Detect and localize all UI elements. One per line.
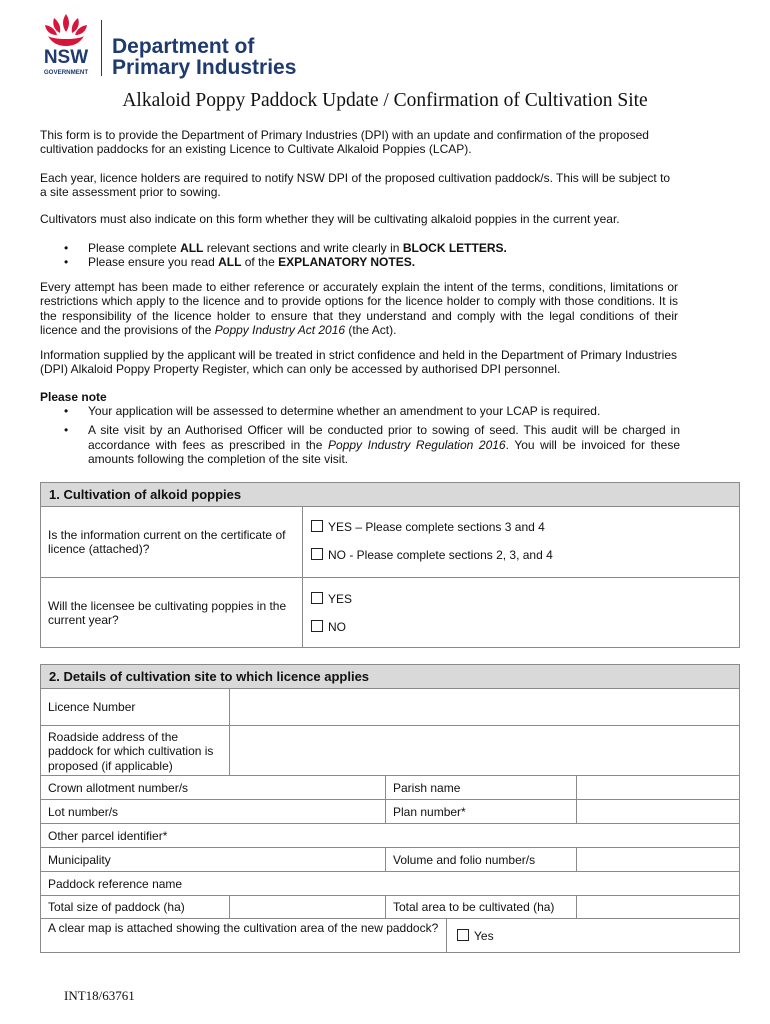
list-item: • Please complete ALL relevant sections and write clearly in BLOCK LETTERS. [64,241,507,255]
roadside-address-label: Roadside address of the paddock for which cultivation is proposed (if applicable) [48,730,214,773]
cultivating-no-checkbox[interactable] [311,620,323,632]
department-name-line2: Primary Industries [112,56,297,79]
parish-name-field[interactable] [577,776,739,799]
logo-wordmark: NSW [43,47,89,68]
other-parcel-label: Other parcel identifier* [48,829,168,843]
logo-subtext: GOVERNMENT [43,69,89,76]
form-title: Alkaloid Poppy Paddock Update / Confirmation of Cultivation Site [122,90,648,111]
department-name [112,36,296,78]
intro-paragraph-4: Every attempt has been made to either reference or accurately explain the intent of the terms, conditions, limitations or restrictions which apply to the licence and to provide options for the licence holder to comply with those conditions. It is the responsibility of the licence holder to ensure that they understand and comply with the legal conditions of their licence and the provisions of the Poppy Industry Act 2016 (the Act). [40,280,678,338]
question-cultivating-current-year: Will the licensee be cultivating poppies in the current year? [48,599,287,628]
department-name-line1: Department of [112,35,255,58]
document-reference: INT18/63761 [64,988,135,1003]
bullet-glyph: • [64,423,69,438]
intro-paragraph-3: Cultivators must also indicate on this form whether they will be cultivating alkaloid poppies in the current year. [40,212,620,226]
crown-allotment-field[interactable] [230,776,385,799]
column-divider [302,507,303,648]
cultivating-yes-label: YES [328,592,353,606]
bullet-glyph: • [64,404,69,418]
column-divider [385,847,386,871]
paddock-reference-field[interactable] [230,872,739,895]
bullet-glyph: • [64,241,69,255]
total-size-label: Total size of paddock (ha) [48,900,185,914]
licence-number-label: Licence Number [48,700,136,714]
row-divider [41,577,739,578]
parish-name-label: Parish name [393,781,461,795]
note-heading: Please note [40,390,107,404]
certificate-current-no-checkbox[interactable] [311,548,323,560]
column-divider [446,918,447,953]
logo-divider [101,20,102,76]
plan-number-field[interactable] [577,800,739,823]
intro-paragraph-2: Each year, licence holders are required to notify NSW DPI of the proposed cultivation paddock/s. This will be subject to a site assessment prior to sowing. [40,171,671,200]
cultivating-yes-checkbox[interactable] [311,592,323,604]
clear-map-question: A clear map is attached showing the cultivation area of the new paddock? [48,921,439,935]
section-2-table [40,664,740,953]
intro-paragraph-1: This form is to provide the Department of Primary Industries (DPI) with an update and confirmation of the proposed cultivation paddocks for an existing Licence to Cultivate Alkaloid Poppies (LCAP). [40,128,649,157]
total-size-field[interactable] [230,896,385,918]
column-divider [385,895,386,918]
list-item: • A site visit by an Authorised Officer will be conducted prior to sowing of seed. This audit will be charged in accordance with fees as prescribed in the Poppy Industry Regulation 2016. You will be invoiced for these amounts following the completion of the site visit. [64,423,680,467]
crown-allotment-label: Crown allotment number/s [48,781,189,795]
other-parcel-field[interactable] [230,824,739,847]
waratah-flower-icon [45,14,87,46]
nsw-government-logo [34,12,98,78]
list-item: • Your application will be assessed to determine whether an amendment to your LCAP is required. [64,404,601,418]
certificate-current-yes-label: YES – Please complete sections 3 and 4 [328,520,545,534]
question-certificate-current: Is the information current on the certificate of licence (attached)? [48,528,286,557]
row-divider [41,918,739,919]
municipality-label: Municipality [48,853,111,867]
licence-number-field[interactable] [230,689,739,725]
note-list [40,404,680,472]
roadside-address-field[interactable] [230,726,739,775]
bullet-glyph: • [64,255,69,270]
plan-number-label: Plan number* [393,805,466,819]
total-area-label: Total area to be cultivated (ha) [393,900,555,914]
lot-numbers-field[interactable] [230,800,385,823]
total-area-field[interactable] [577,896,739,918]
clear-map-yes-label: Yes [474,929,494,943]
certificate-current-no-label: NO - Please complete sections 2, 3, and 4 [328,548,553,562]
column-divider [385,775,386,823]
instructions-list [40,241,680,270]
volume-folio-field[interactable] [577,848,739,871]
municipality-field[interactable] [230,848,385,871]
certificate-current-yes-checkbox[interactable] [311,520,323,532]
cultivating-no-label: NO [328,620,346,634]
volume-folio-label: Volume and folio number/s [393,853,536,867]
intro-paragraph-5: Information supplied by the applicant will be treated in strict confidence and held in the Department of Primary Industries (DPI) Alkaloid Poppy Property Register, which can only be accessed by authorised DPI personnel. [40,348,678,377]
section-1-table [40,482,740,648]
section-1-heading: 1. Cultivation of alkoid poppies [41,483,739,507]
section-2-heading: 2. Details of cultivation site to which licence applies [41,665,739,689]
lot-numbers-label: Lot number/s [48,805,119,819]
paddock-reference-label: Paddock reference name [48,877,183,891]
list-item: • Please ensure you read ALL of the EXPLANATORY NOTES. [64,255,416,270]
clear-map-yes-checkbox[interactable] [457,929,469,941]
